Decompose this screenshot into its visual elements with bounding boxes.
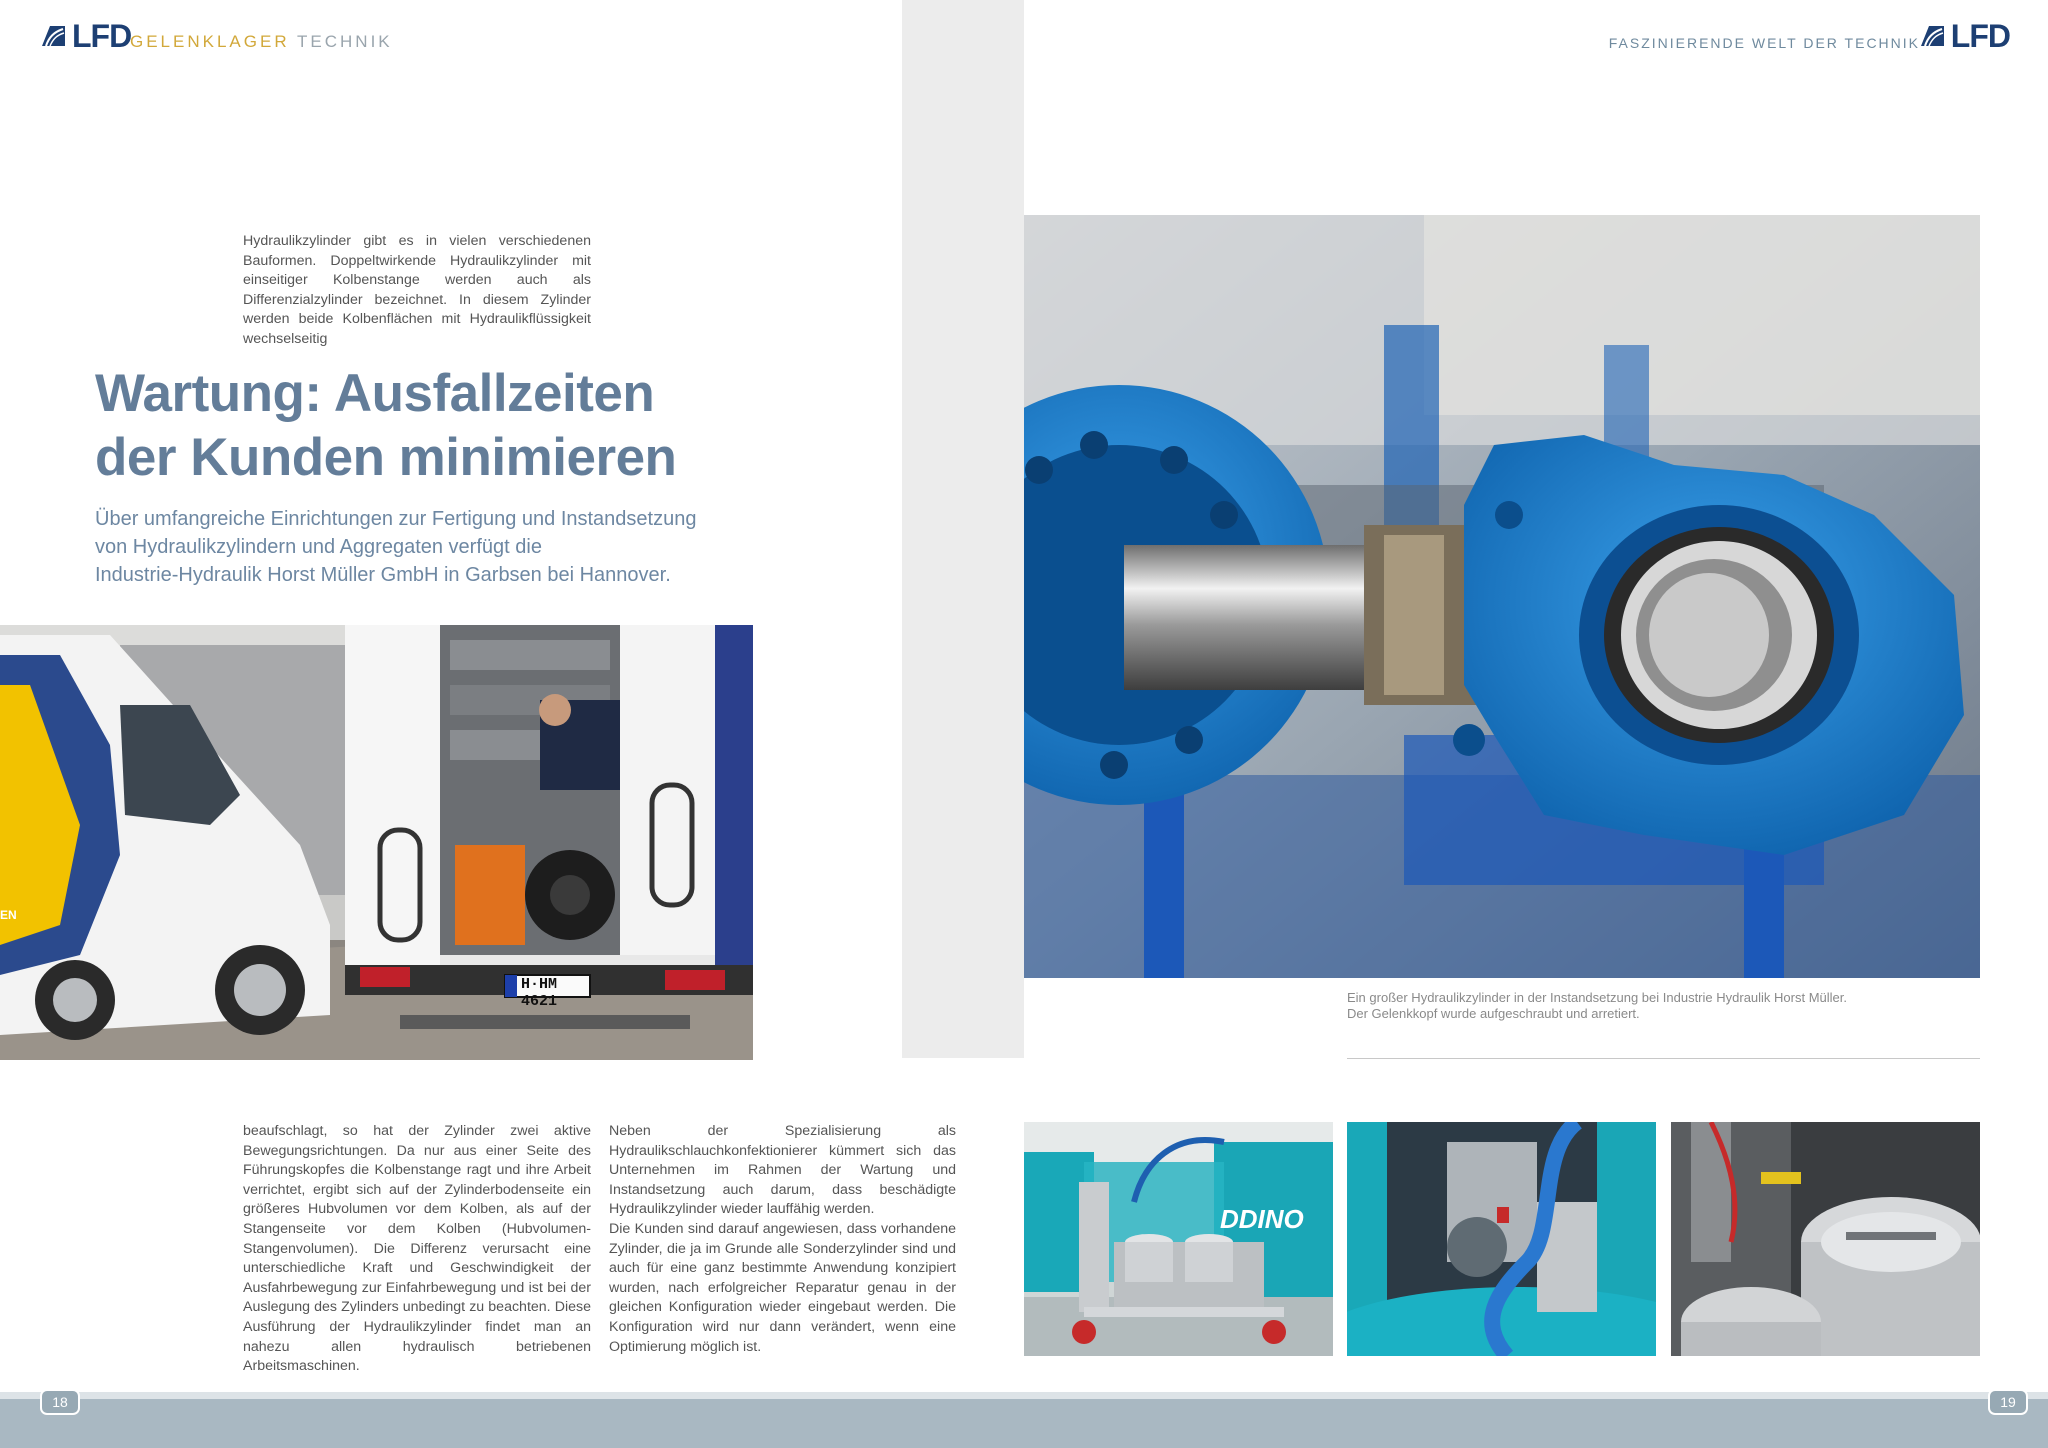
filter-cart-photo bbox=[1024, 1122, 1333, 1356]
page-number-right: 19 bbox=[1988, 1389, 2028, 1415]
filter-housing-photo bbox=[1671, 1122, 1980, 1356]
article-lead bbox=[95, 505, 715, 589]
pump-detail-photo bbox=[1347, 1122, 1656, 1356]
lead-line-1: Über umfangreiche Einrichtungen zur Fertigung und Instandsetzung bbox=[95, 508, 697, 530]
caption-line-2: Der Gelenkkopf wurde aufgeschraubt und arretiert. bbox=[1347, 1006, 1640, 1021]
lfd-logo-icon bbox=[40, 25, 66, 47]
logo-text: LFD bbox=[1950, 18, 2010, 54]
brand-logo-left bbox=[40, 20, 131, 52]
license-plate: H·HM 4621 bbox=[521, 976, 558, 1010]
caption-line-1: Ein großer Hydraulikzylinder in der Instandsetzung bei Industrie Hydraulik Horst Müller. bbox=[1347, 990, 1847, 1005]
service-van-photo bbox=[0, 625, 753, 1060]
body-column-1: beaufschlagt, so hat der Zylinder zwei aktive Bewegungsrichtungen. Da nur aus einer Seite des Führungskopfes die Kolbenstange ragt und ihre Arbeit verrichtet, ergibt sich auf der Zylinderbodenseite ein größeres Hubvolumen vor dem Kolben, als auf der Stangenseite vor dem Kolben (Hubvolumen-Stangenvolumen). Die Differenz verursacht eine unterschiedliche Kraft und Geschwindigkeit der Ausfahrbewegung zur Einfahrbewegung und ist bei der Auslegung des Zylinders unbedingt zu beachten. Diese Ausführung der Hydraulikzylinder findet man an nahezu allen hydraulisch betriebenen Arbeitsmaschinen. bbox=[243, 1123, 591, 1375]
van-side-text: EN bbox=[0, 908, 17, 922]
hydraulic-cylinder-photo bbox=[1024, 215, 1980, 978]
headline-line-2: der Kunden minimieren bbox=[95, 428, 677, 487]
header-tagline: FASZINIERENDE WELT DER TECHNIK bbox=[1608, 35, 1920, 51]
photo-caption bbox=[1347, 990, 1947, 1022]
article-headline bbox=[95, 362, 715, 490]
headline-line-1: Wartung: Ausfallzeiten bbox=[95, 364, 655, 423]
lfd-logo-icon bbox=[1919, 25, 1945, 47]
spine-gutter bbox=[902, 0, 1024, 1058]
intro-paragraph: Hydraulikzylinder gibt es in vielen verschiedenen Bauformen. Doppeltwirkende Hydraulikzylinder mit einseitiger Kolbenstange werden auch als Differenzialzylinder bezeichnet. In diesem Zylinder werden beide Kolbenflächen mit Hydraulikflüssigkeit wechselseitig bbox=[243, 233, 591, 347]
brand-logo-right bbox=[1919, 20, 2010, 52]
body-column-2-paragraph-2: Die Kunden sind darauf angewiesen, dass vorhandene Zylinder, die ja im Grunde alle Sonderzylinder sind und auch für eine ganz bestimmte Anwendung konzipiert wurden, nach erfolgreicher Reparatur genau in der gleichen Konfiguration wieder eingebaut werden. Die Konfiguration wird nur dann verändert, wenn eine Optimierung möglich ist. bbox=[609, 1220, 956, 1355]
logo-text: LFD bbox=[72, 18, 132, 54]
header-word-1: GELENKLAGER bbox=[130, 32, 290, 51]
lead-line-2: von Hydraulikzylindern und Aggregaten verfügt die bbox=[95, 536, 542, 558]
body-column-2 bbox=[609, 1122, 956, 1357]
drum-label: DDINO bbox=[1220, 1204, 1304, 1234]
header-section-title bbox=[130, 32, 393, 52]
footer-band bbox=[0, 1399, 2048, 1448]
header-word-2: TECHNIK bbox=[297, 32, 393, 51]
lead-line-3: Industrie-Hydraulik Horst Müller GmbH in Garbsen bei Hannover. bbox=[95, 564, 671, 586]
body-column-2-paragraph-1: Neben der Spezialisierung als Hydraulikschlauchkonfektionierer kümmert sich das Unternehmen im Rahmen der Wartung und Instandsetzung auch darum, dass beschädigte Hydraulikzylinder wieder lauffähig werden. bbox=[609, 1123, 956, 1218]
page-number-left: 18 bbox=[40, 1389, 80, 1415]
caption-divider bbox=[1347, 1058, 1980, 1059]
